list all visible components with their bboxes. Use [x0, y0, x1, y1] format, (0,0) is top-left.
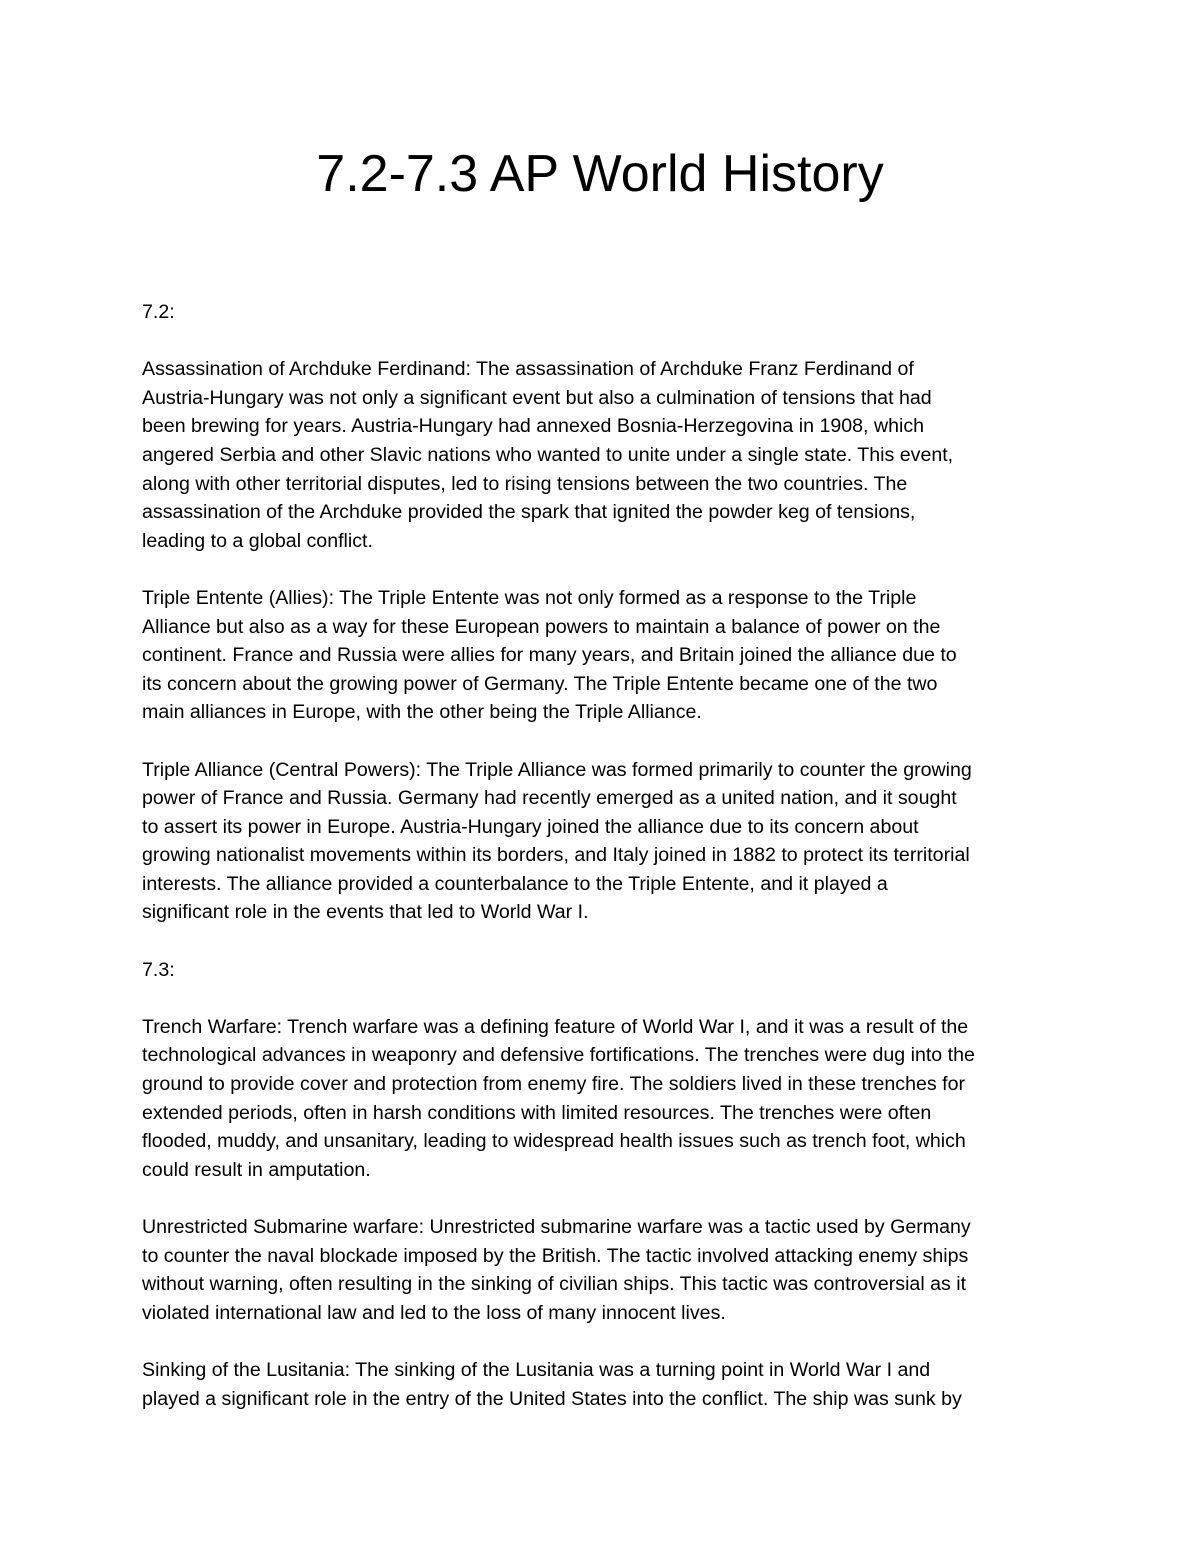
paragraph-triple-alliance: Triple Alliance (Central Powers): The Triple Alliance was formed primarily to counter the growing power of France and Russia. Germany had recently emerged as a united nation, and it sought to assert its power in Europe. Austria-Hungary joined the alliance due to its concern about growing nationalist movements within its borders, and Italy joined in 1882 to protect its territorial interests. The alliance provided a counterbalance to the Triple Entente, and it played a significant role in the events that led to World War I. [142, 758, 972, 924]
section-heading-7-3: 7.3: [142, 958, 175, 981]
document-title: 7.2-7.3 AP World History [316, 145, 884, 203]
paragraph-trench-warfare: Trench Warfare: Trench warfare was a defining feature of World War I, and it was a result of the technological advances in weaponry and defensive fortifications. The trenches were dug into the ground to provide cover and protection from enemy fire. The soldiers lived in these trenches for extended periods, often in harsh conditions with limited resources. The trenches were often flooded, muddy, and unsanitary, leading to widespread health issues such as trench foot, which could result in amputation. [142, 1015, 975, 1181]
document-body [142, 298, 1072, 1442]
paragraph-submarine-warfare: Unrestricted Submarine warfare: Unrestricted submarine warfare was a tactic used by Germany to counter the naval blockade imposed by the British. The tactic involved attacking enemy ships without warning, often resulting in the sinking of civilian ships. This tactic was controversial as it violated international law and led to the loss of many innocent lives. [142, 1216, 971, 1324]
paragraph-lusitania: Sinking of the Lusitania: The sinking of the Lusitania was a turning point in World War I and played a significant role in the entry of the United States into the conflict. The ship was sunk by [142, 1358, 962, 1410]
section-heading-7-2: 7.2: [142, 301, 175, 323]
paragraph-assassination: Assassination of Archduke Ferdinand: The assassination of Archduke Franz Ferdinand of Austria-Hungary was not only a significant event but also a culmination of tensions that had been brewing for years. Austria-Hungary had annexed Bosnia-Herzegovina in 1908, which angered Serbia and other Slavic nations who wanted to unite under a single state. This event, along with other territorial disputes, led to rising tensions between the two countries. The assassination of the Archduke provided the spark that ignited the powder keg of tensions, leading to a global conflict. [142, 358, 954, 552]
paragraph-triple-entente: Triple Entente (Allies): The Triple Entente was not only formed as a response to the Triple Alliance but also as a way for these European powers to maintain a balance of power on the continent. France and Russia were allies for many years, and Britain joined the alliance due to its concern about the growing power of Germany. The Triple Entente became one of the two main alliances in Europe, with the other being the Triple Alliance. [142, 586, 957, 724]
